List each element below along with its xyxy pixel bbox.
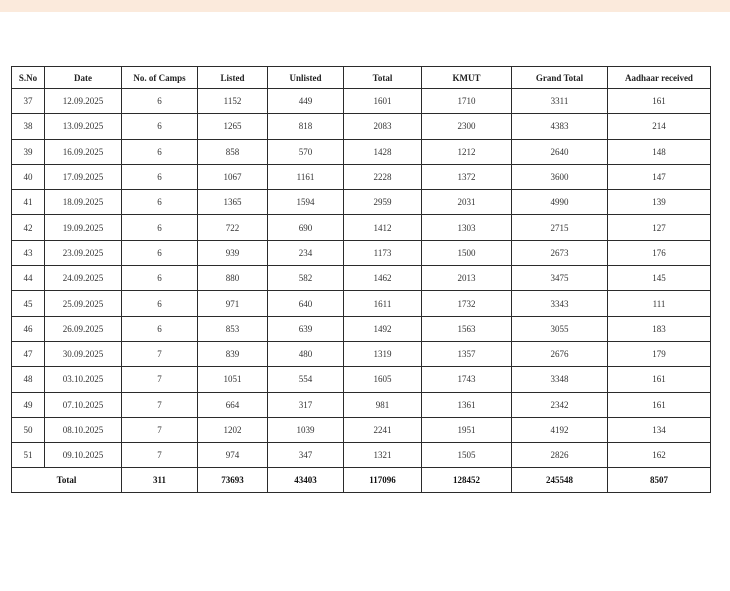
- date-cell: 08.10.2025: [45, 417, 122, 442]
- total-cell: 1492: [344, 316, 422, 341]
- aadhaar-cell: 147: [608, 164, 711, 189]
- date-cell: 30.09.2025: [45, 341, 122, 366]
- grand-total-cell: 3311: [512, 89, 608, 114]
- aadhaar-cell: 134: [608, 417, 711, 442]
- unlisted-cell: 234: [268, 240, 344, 265]
- grand-total-cell: 2715: [512, 215, 608, 240]
- kmut-cell: 1212: [422, 139, 512, 164]
- total-cell: 2241: [344, 417, 422, 442]
- aadhaar-cell: 148: [608, 139, 711, 164]
- table-row: [12, 190, 711, 215]
- date-cell: 25.09.2025: [45, 291, 122, 316]
- camps-cell: 7: [122, 443, 198, 468]
- date-cell: 17.09.2025: [45, 164, 122, 189]
- listed-cell: 1265: [198, 114, 268, 139]
- grand-total-cell: 3600: [512, 164, 608, 189]
- kmut-cell: 1732: [422, 291, 512, 316]
- unlisted-cell: 640: [268, 291, 344, 316]
- date-cell: 09.10.2025: [45, 443, 122, 468]
- camps-cell: 6: [122, 266, 198, 291]
- aadhaar-cell: 139: [608, 190, 711, 215]
- camps-cell: 6: [122, 240, 198, 265]
- header-aadhaar-received: Aadhaar received: [608, 67, 711, 89]
- header-sno: S.No: [12, 67, 45, 89]
- kmut-cell: 1951: [422, 417, 512, 442]
- total-cell: 1412: [344, 215, 422, 240]
- grand-total-cell: 3348: [512, 367, 608, 392]
- aadhaar-cell: 183: [608, 316, 711, 341]
- grand-total-cell: 2640: [512, 139, 608, 164]
- listed-cell: 1051: [198, 367, 268, 392]
- sno-cell: 42: [12, 215, 45, 240]
- total-kmut: 128452: [422, 468, 512, 493]
- header-listed: Listed: [198, 67, 268, 89]
- camps-cell: 6: [122, 139, 198, 164]
- table-body: [12, 89, 711, 468]
- camps-cell: 6: [122, 89, 198, 114]
- table-row: [12, 240, 711, 265]
- table-row: [12, 316, 711, 341]
- grand-total-cell: 4990: [512, 190, 608, 215]
- listed-cell: 858: [198, 139, 268, 164]
- aadhaar-cell: 162: [608, 443, 711, 468]
- table-row: [12, 89, 711, 114]
- header-row: [12, 67, 711, 89]
- kmut-cell: 1303: [422, 215, 512, 240]
- aadhaar-cell: 161: [608, 89, 711, 114]
- listed-cell: 974: [198, 443, 268, 468]
- listed-cell: 971: [198, 291, 268, 316]
- sno-cell: 40: [12, 164, 45, 189]
- unlisted-cell: 639: [268, 316, 344, 341]
- listed-cell: 939: [198, 240, 268, 265]
- sno-cell: 44: [12, 266, 45, 291]
- total-cell: 1601: [344, 89, 422, 114]
- sno-cell: 45: [12, 291, 45, 316]
- total-cell: 981: [344, 392, 422, 417]
- table-row: [12, 367, 711, 392]
- total-cell: 1428: [344, 139, 422, 164]
- date-cell: 13.09.2025: [45, 114, 122, 139]
- grand-total-cell: 3475: [512, 266, 608, 291]
- total-cell: 1321: [344, 443, 422, 468]
- kmut-cell: 1500: [422, 240, 512, 265]
- kmut-cell: 1505: [422, 443, 512, 468]
- aadhaar-cell: 111: [608, 291, 711, 316]
- table-row: [12, 291, 711, 316]
- aadhaar-cell: 161: [608, 392, 711, 417]
- table-row: [12, 417, 711, 442]
- sno-cell: 38: [12, 114, 45, 139]
- date-cell: 03.10.2025: [45, 367, 122, 392]
- total-cell: 1605: [344, 367, 422, 392]
- grand-total-cell: 4192: [512, 417, 608, 442]
- unlisted-cell: 570: [268, 139, 344, 164]
- kmut-cell: 1563: [422, 316, 512, 341]
- sno-cell: 49: [12, 392, 45, 417]
- grand-total-cell: 2342: [512, 392, 608, 417]
- listed-cell: 853: [198, 316, 268, 341]
- date-cell: 18.09.2025: [45, 190, 122, 215]
- camps-cell: 7: [122, 392, 198, 417]
- listed-cell: 880: [198, 266, 268, 291]
- camps-cell: 6: [122, 114, 198, 139]
- aadhaar-cell: 214: [608, 114, 711, 139]
- kmut-cell: 2300: [422, 114, 512, 139]
- camps-cell: 7: [122, 367, 198, 392]
- table-row: [12, 139, 711, 164]
- unlisted-cell: 582: [268, 266, 344, 291]
- header-date: Date: [45, 67, 122, 89]
- header-no-of-camps: No. of Camps: [122, 67, 198, 89]
- kmut-cell: 1710: [422, 89, 512, 114]
- total-aadhaar-received: 8507: [608, 468, 711, 493]
- listed-cell: 1152: [198, 89, 268, 114]
- listed-cell: 722: [198, 215, 268, 240]
- total-listed: 73693: [198, 468, 268, 493]
- total-cell: 2083: [344, 114, 422, 139]
- sno-cell: 43: [12, 240, 45, 265]
- total-total: 117096: [344, 468, 422, 493]
- table-row: [12, 164, 711, 189]
- camps-cell: 7: [122, 341, 198, 366]
- listed-cell: 839: [198, 341, 268, 366]
- listed-cell: 1202: [198, 417, 268, 442]
- total-label: Total: [12, 468, 122, 493]
- table-row: [12, 114, 711, 139]
- date-cell: 12.09.2025: [45, 89, 122, 114]
- aadhaar-cell: 161: [608, 367, 711, 392]
- unlisted-cell: 818: [268, 114, 344, 139]
- grand-total-cell: 4383: [512, 114, 608, 139]
- listed-cell: 1067: [198, 164, 268, 189]
- sno-cell: 46: [12, 316, 45, 341]
- sno-cell: 47: [12, 341, 45, 366]
- grand-total-cell: 3343: [512, 291, 608, 316]
- grand-total-cell: 2676: [512, 341, 608, 366]
- kmut-cell: 2013: [422, 266, 512, 291]
- table-row: [12, 443, 711, 468]
- header-kmut: KMUT: [422, 67, 512, 89]
- unlisted-cell: 1594: [268, 190, 344, 215]
- camps-cell: 6: [122, 316, 198, 341]
- grand-total-cell: 3055: [512, 316, 608, 341]
- unlisted-cell: 1161: [268, 164, 344, 189]
- unlisted-cell: 554: [268, 367, 344, 392]
- header-unlisted: Unlisted: [268, 67, 344, 89]
- table-row: [12, 341, 711, 366]
- grand-total-cell: 2673: [512, 240, 608, 265]
- kmut-cell: 1372: [422, 164, 512, 189]
- total-cell: 2228: [344, 164, 422, 189]
- total-grand-total: 245548: [512, 468, 608, 493]
- kmut-cell: 1743: [422, 367, 512, 392]
- sno-cell: 48: [12, 367, 45, 392]
- date-cell: 24.09.2025: [45, 266, 122, 291]
- header-total: Total: [344, 67, 422, 89]
- total-row: [12, 468, 711, 493]
- sno-cell: 51: [12, 443, 45, 468]
- unlisted-cell: 480: [268, 341, 344, 366]
- camps-cell: 6: [122, 164, 198, 189]
- camps-cell: 7: [122, 417, 198, 442]
- total-cell: 1173: [344, 240, 422, 265]
- unlisted-cell: 1039: [268, 417, 344, 442]
- kmut-cell: 2031: [422, 190, 512, 215]
- total-cell: 1611: [344, 291, 422, 316]
- camp-statistics-table: [11, 66, 711, 493]
- sno-cell: 50: [12, 417, 45, 442]
- camps-cell: 6: [122, 291, 198, 316]
- date-cell: 07.10.2025: [45, 392, 122, 417]
- total-camps: 311: [122, 468, 198, 493]
- date-cell: 16.09.2025: [45, 139, 122, 164]
- kmut-cell: 1357: [422, 341, 512, 366]
- camps-cell: 6: [122, 190, 198, 215]
- total-unlisted: 43403: [268, 468, 344, 493]
- grand-total-cell: 2826: [512, 443, 608, 468]
- kmut-cell: 1361: [422, 392, 512, 417]
- total-cell: 2959: [344, 190, 422, 215]
- sno-cell: 41: [12, 190, 45, 215]
- table-row: [12, 266, 711, 291]
- sno-cell: 39: [12, 139, 45, 164]
- total-cell: 1462: [344, 266, 422, 291]
- aadhaar-cell: 176: [608, 240, 711, 265]
- listed-cell: 1365: [198, 190, 268, 215]
- listed-cell: 664: [198, 392, 268, 417]
- unlisted-cell: 449: [268, 89, 344, 114]
- aadhaar-cell: 127: [608, 215, 711, 240]
- total-cell: 1319: [344, 341, 422, 366]
- header-grand-total: Grand Total: [512, 67, 608, 89]
- aadhaar-cell: 179: [608, 341, 711, 366]
- unlisted-cell: 317: [268, 392, 344, 417]
- unlisted-cell: 690: [268, 215, 344, 240]
- table-row: [12, 215, 711, 240]
- date-cell: 19.09.2025: [45, 215, 122, 240]
- date-cell: 23.09.2025: [45, 240, 122, 265]
- date-cell: 26.09.2025: [45, 316, 122, 341]
- top-banner-strip: [0, 0, 730, 12]
- sno-cell: 37: [12, 89, 45, 114]
- camps-cell: 6: [122, 215, 198, 240]
- aadhaar-cell: 145: [608, 266, 711, 291]
- table-row: [12, 392, 711, 417]
- unlisted-cell: 347: [268, 443, 344, 468]
